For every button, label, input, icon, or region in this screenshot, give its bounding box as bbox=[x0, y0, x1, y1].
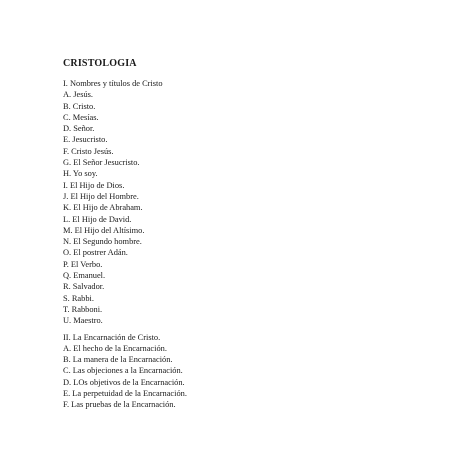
list-item: D. Señor. bbox=[63, 124, 95, 134]
list-item: J. El Hijo del Hombre. bbox=[63, 191, 139, 201]
list-item: I. El Hijo de Dios. bbox=[63, 180, 125, 190]
list-item: H. Yo soy. bbox=[63, 169, 98, 179]
list-item: K. El Hijo de Abraham. bbox=[63, 203, 143, 213]
document-body bbox=[63, 58, 423, 416]
list-item: C. Las objeciones a la Encarnación. bbox=[63, 366, 183, 376]
list-item: L. El Hijo de David. bbox=[63, 214, 132, 224]
list-item: B. La manera de la Encarnación. bbox=[63, 355, 173, 365]
list-item: E. La perpetuidad de la Encarnación. bbox=[63, 389, 187, 399]
list-item: A. El hecho de la Encarnación. bbox=[63, 343, 167, 353]
section-names-and-titles bbox=[63, 78, 423, 327]
list-item: G. El Señor Jesucristo. bbox=[63, 158, 140, 168]
section-heading: I. Nombres y títulos de Cristo bbox=[63, 79, 163, 88]
list-item: F. Cristo Jesús. bbox=[63, 146, 114, 156]
list-item: U. Maestro. bbox=[63, 316, 103, 326]
list-item: R. Salvador. bbox=[63, 282, 105, 292]
list-item: E. Jesucristo. bbox=[63, 135, 108, 145]
section-incarnation bbox=[63, 332, 423, 411]
list-item: B. Cristo. bbox=[63, 101, 96, 111]
list-item: C. Mesías. bbox=[63, 112, 99, 122]
list-item: P. El Verbo. bbox=[63, 259, 103, 269]
list-item: D. LOs objetivos de la Encarnación. bbox=[63, 377, 185, 387]
list-item: F. Las pruebas de la Encarnación. bbox=[63, 400, 176, 410]
list-item: S. Rabbi. bbox=[63, 293, 94, 303]
list-item: Q. Emanuel. bbox=[63, 271, 106, 281]
document-title: CRISTOLOGIA bbox=[63, 58, 137, 69]
section-heading: II. La Encarnación de Cristo. bbox=[63, 332, 161, 342]
list-item: M. El Hijo del Altísimo. bbox=[63, 225, 145, 235]
list-item: O. El postrer Adán. bbox=[63, 248, 128, 258]
list-item: N. El Segundo hombre. bbox=[63, 237, 142, 247]
list-item: T. Rabboni. bbox=[63, 304, 103, 314]
list-item: A. Jesús. bbox=[63, 90, 94, 100]
